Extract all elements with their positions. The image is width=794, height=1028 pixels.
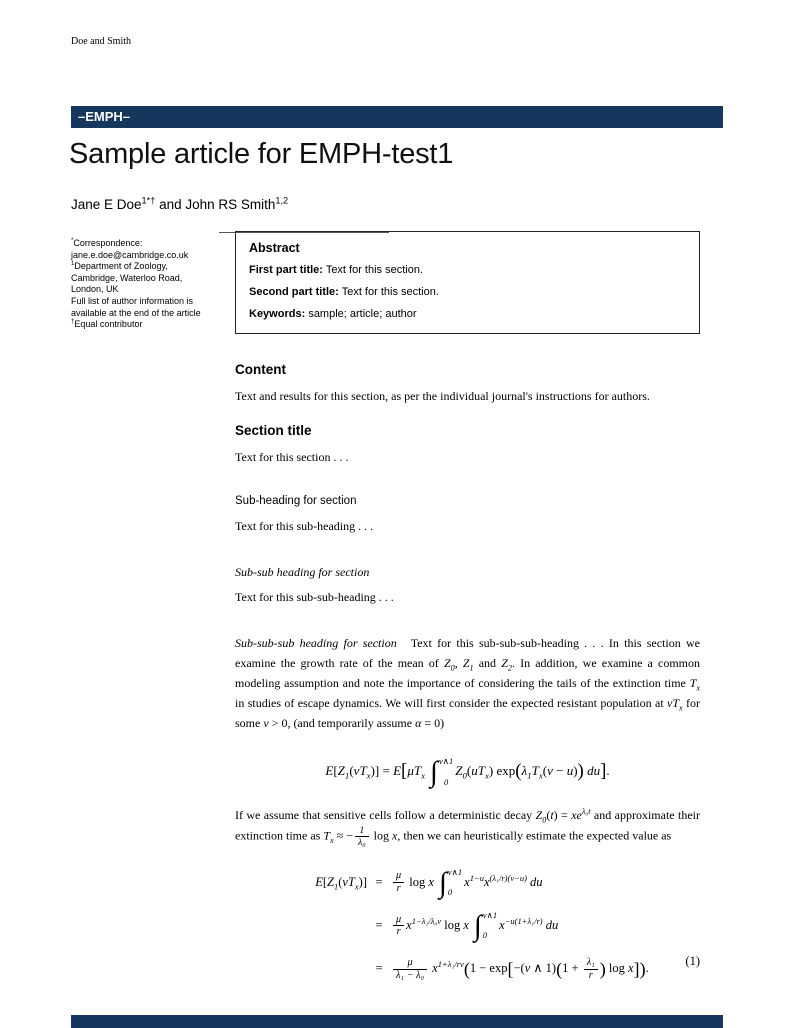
abstract-item-text: Text for this section.	[341, 286, 439, 298]
subsubsection-heading: Sub-sub heading for section	[235, 565, 370, 579]
affiliation-line: Cambridge, Waterloo Road,	[71, 272, 183, 283]
equals-sign: =	[375, 918, 383, 933]
abstract-item	[249, 263, 686, 277]
author-info-note: available at the end of the article	[71, 307, 201, 318]
subsubsection-text: Text for this sub-sub-heading . . .	[235, 590, 394, 604]
subsection-text: Text for this sub-heading . . .	[235, 519, 374, 533]
correspondence-block	[71, 238, 221, 331]
estimate-paragraph: If we assume that sensitive cells follow a deterministic decay $Z_0(t) = xe^{\lambda_0t}$ and approximate their extinction time as $T_x$ ≈ − $\frac{1}{\text{λ₀}}$ log x, then we can heuristically estimate the expected value as	[235, 807, 700, 849]
journal-banner	[71, 106, 723, 128]
abstract-item	[249, 307, 686, 321]
abstract-item-label: First part title:	[249, 264, 323, 276]
abstract-keywords-text: sample; article; author	[308, 308, 417, 320]
article-body	[235, 360, 700, 993]
correspondence-email: jane.e.doe@cambridge.co.uk	[71, 249, 189, 260]
abstract-box	[235, 231, 700, 334]
content-heading: Content	[235, 362, 286, 377]
paragraph-text: Text for this sub-sub-sub-heading . . . In this section we examine the growth rate of the mean of $Z_0$, $Z_1$ and $Z_2$. In addition, we examine a common modeling assumption and note the importance of considering the tails of the extinction time $T_x$ in studies of escape dynamics. We will first consider the expected resistant population at $vT_x$ for some v > 0, (and temporarily assume α = 0)	[235, 636, 701, 730]
abstract-item	[249, 285, 686, 299]
equation-row	[235, 865, 700, 900]
article-title: Sample article for EMPH-test1	[69, 138, 454, 170]
section-text: Text for this section . . .	[235, 450, 349, 464]
equal-contributor-note: †Equal contributor	[71, 318, 143, 330]
equation-lhs: $E[Z_1(vT_x)]$	[315, 875, 367, 892]
running-header: Doe and Smith	[71, 36, 131, 47]
footer-bar	[71, 1015, 723, 1028]
equals-sign: =	[375, 960, 383, 975]
equation-rhs: $\frac{\mu}{r}$ $x^{1-\lambda_1/\lambda_0v}$ log x ∫ v∧1 0 $x^{-u(1+\lambda_1/r)}$ du	[391, 908, 700, 943]
equation-rhs: $\frac{\mu}{r}$ log x ∫ v∧1 0 $x^{1-u}x^{(\lambda_1/r)(v-u)}$ du	[391, 865, 700, 900]
equation-number: (1)	[685, 953, 700, 968]
equation-rhs: $\frac{\mu}{\text{λ₁ − λ₀}}$ $x^{1+\lambda_1/rv}(1 - \exp[-(v$ ∧ 1)(1 + $\frac{\text{λ₁}}{r}$ ) log x]).	[391, 951, 700, 985]
subsection-heading: Sub-heading for section	[235, 495, 357, 507]
subsubsub-heading: Sub-sub-sub heading for section	[235, 636, 397, 650]
aligned-equations	[235, 865, 700, 985]
display-equation: $E[Z_1(vT_x)] = E[\mu T_x$ ∫ v∧1 0 $Z_0(uT_x) \exp(\lambda_1T_x(v - u))$ du].	[325, 756, 610, 789]
affiliation-line: London, UK	[71, 284, 119, 295]
author-info-note: Full list of author information is	[71, 295, 194, 306]
abstract-keywords-label: Keywords:	[249, 308, 306, 320]
abstract-item-text: Text for this section.	[325, 264, 424, 276]
abstract-heading: Abstract	[249, 241, 300, 255]
content-text: Text and results for this section, as per the individual journal's instructions for authors.	[235, 389, 650, 403]
journal-banner-label: –EMPH–	[78, 109, 131, 124]
abstract-item-label: Second part title:	[249, 286, 339, 298]
subsubsub-paragraph	[235, 633, 700, 733]
equation-row	[235, 908, 700, 943]
equals-sign: =	[375, 875, 383, 890]
section-heading: Section title	[235, 423, 312, 438]
correspondence-label: *Correspondence:	[71, 237, 143, 248]
affiliation-line: $^1$Department of Zoology,	[71, 260, 168, 272]
authors-line: Jane E Doe$^{1*\dagger}$ and John RS Smith$^{1,2}$	[71, 195, 289, 212]
equation-row	[235, 951, 700, 985]
